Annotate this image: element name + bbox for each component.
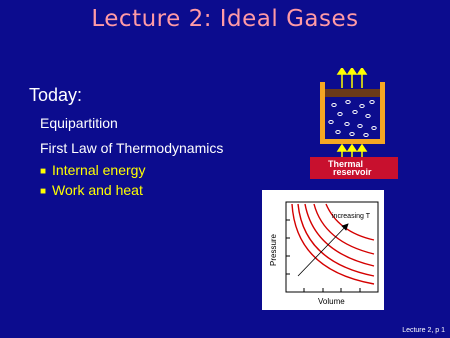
- annotation-increasing-t: increasing T: [332, 213, 371, 220]
- bullet-label: Internal energy: [52, 162, 146, 178]
- today-heading: Today:: [29, 85, 83, 105]
- container-bottom: [320, 139, 385, 144]
- piston-diagram: [300, 68, 400, 180]
- bullet-internal-energy: [40, 162, 145, 178]
- reservoir-label-1: Thermal: [328, 159, 364, 169]
- piston: [325, 89, 380, 97]
- slide-title: Lecture 2: Ideal Gases: [91, 6, 359, 32]
- bullet-label: Work and heat: [52, 182, 143, 198]
- heat-out-arrows: [338, 68, 366, 88]
- pv-graph: [262, 190, 384, 310]
- gas-molecules: [329, 101, 376, 137]
- bullet-work-heat: [40, 182, 143, 198]
- isotherm-4: [314, 204, 374, 254]
- container-right-wall: [380, 82, 385, 144]
- slide-footer: Lecture 2, p 1: [402, 327, 445, 334]
- reservoir-label-2: reservoir: [333, 167, 372, 177]
- item-equipartition: Equipartition: [40, 115, 118, 131]
- bullet-dot-icon: ■: [40, 186, 47, 197]
- y-axis-label: Pressure: [269, 233, 278, 266]
- bullet-dot-icon: ■: [40, 166, 47, 177]
- pv-graph-svg: [262, 190, 384, 310]
- item-first-law: First Law of Thermodynamics: [40, 140, 224, 156]
- x-axis-label: Volume: [318, 297, 345, 306]
- container-left-wall: [320, 82, 325, 144]
- heat-in-arrows: [338, 145, 366, 157]
